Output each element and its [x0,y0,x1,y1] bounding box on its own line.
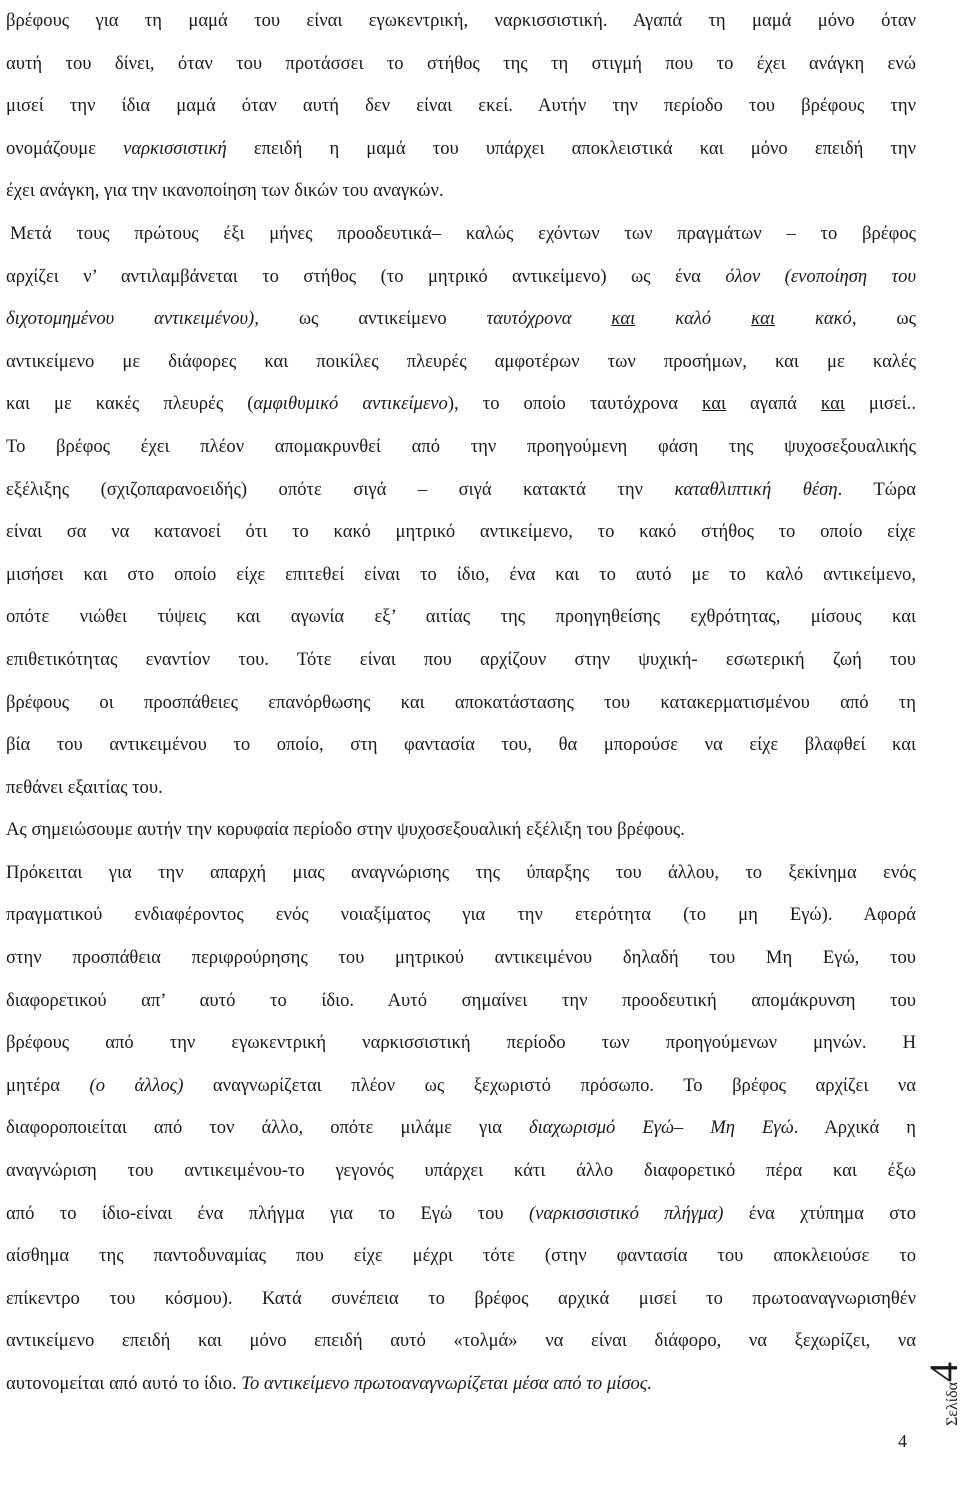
text-line: και με κακές πλευρές (αμφιθυμικό αντικείμενο), το οποίο ταυτόχρονα και αγαπά και μισεί.. [6,393,916,415]
page-label-rotated [921,1342,966,1426]
text-line: αντικείμενο επειδή και μόνο επειδή αυτό «τολμά» να είναι διάφορο, να ξεχωρίζει, να [6,1330,916,1352]
text-line: βρέφους για τη μαμά του είναι εγωκεντρική, ναρκισσιστική. Αγαπά τη μαμά μόνο όταν [6,10,916,31]
text-line: επιθετικότητας εναντίον του. Τότε είναι που αρχίζουν στην ψυχική- εσωτερική ζωή του [6,648,916,670]
text-line: αυτονομείται από αυτό το ίδιο. Το αντικείμενο πρωτοαναγνωρίζεται μέσα από το μίσος. [6,1373,652,1394]
text-line: Πρόκειται για την απαρχή μιας αναγνώρισης της ύπαρξης του άλλου, το ξεκίνημα ενός [6,861,916,883]
text-line: διαφορετικού απ’ αυτό το ίδιο. Αυτό σημαίνει την προοδευτική απομάκρυνση του [6,989,916,1011]
text-line: αρχίζει ν’ αντιλαμβάνεται το στήθος (το μητρικό αντικείμενο) ως ένα όλον (ενοποίηση του [6,265,916,287]
text-line: μητέρα (ο άλλος) αναγνωρίζεται πλέον ως ξεχωριστό πρόσωπο. Το βρέφος αρχίζει να [6,1074,916,1096]
text-line: βρέφους από την εγωκεντρική ναρκισσιστική περίοδο των προηγούμενων μηνών. Η [6,1032,916,1054]
text-line: οπότε νιώθει τύψεις και αγωνία εξ’ αιτίας της προηγηθείσης εχθρότητας, μίσους και [6,606,916,628]
text-line: ονομάζουμε ναρκισσιστική επειδή η μαμά του υπάρχει αποκλειστικά και μόνο επειδή την [6,137,916,159]
text-line: Ας σημειώσουμε αυτήν την κορυφαία περίοδο στην ψυχοσεξουαλική εξέλιξη του βρέφους. [6,819,685,841]
text-line: στην προσπάθεια περιφρούρησης του μητρικού αντικειμένου δηλαδή του Μη Εγώ, του [6,947,916,969]
text-line: έχει ανάγκη, για την ικανοποίηση των δικών του αναγκών. [6,180,444,202]
text-line: Μετά τους πρώτους έξι μήνες προοδευτικά– καλώς εχόντων των πραγμάτων – το βρέφος [10,222,916,244]
text-line: διχοτομημένου αντικειμένου), ως αντικείμενο ταυτόχρονα και καλό και κακό, ως [6,308,917,330]
text-line: αυτή του δίνει, όταν του προτάσσει το στήθος της τη στιγμή που το έχει ανάγκη ενώ [6,52,916,74]
text-line: είναι σα να κατανοεί ότι το κακό μητρικό αντικείμενο, το κακό στήθος το οποίο είχε [6,521,916,543]
text-line: Το βρέφος έχει πλέον απομακρυνθεί από την προηγούμενη φάση της ψυχοσεξουαλικής [6,435,916,457]
text-line: εξέλιξης (σχιζοπαρανοειδής) οπότε σιγά – σιγά κατακτά την καταθλιπτική θέση. Τώρα [6,478,916,500]
text-line: βία του αντικειμένου το οποίο, στη φαντασία του, θα μπορούσε να είχε βλαφθεί και [6,734,916,756]
page-label-vertical [921,1342,966,1426]
text-line: μισήσει και στο οποίο είχε επιτεθεί είναι το ίδιο, ένα και το αυτό με το καλό αντικείμενο, [6,563,916,585]
text-line: πεθάνει εξαιτίας του. [6,776,163,798]
text-line: αίσθημα της παντοδυναμίας που είχε μέχρι τότε (στην φαντασία του αποκλειούσε το [6,1245,916,1267]
text-line: διαφοροποιείται από τον άλλο, οπότε μιλάμε για διαχωρισμό Εγώ– Μη Εγώ. Αρχικά η [6,1117,916,1139]
text-line: από το ίδιο-είναι ένα πλήγμα για το Εγώ του (ναρκισσιστικό πλήγμα) ένα χτύπημα στο [6,1202,916,1224]
text-line: πραγματικού ενδιαφέροντος ενός νοιαξίματος για την ετερότητα (το μη Εγώ). Αφορά [6,904,916,926]
page-label-word: Σελίδα [944,1381,961,1426]
body-text [6,0,916,1406]
page-number: 4 [898,1431,907,1451]
page-label-number: 4 [921,1361,966,1382]
text-line: μισεί την ίδια μαμά όταν αυτή δεν είναι εκεί. Αυτήν την περίοδο του βρέφους την [6,95,916,117]
text-line: επίκεντρο του κόσμου). Κατά συνέπεια το βρέφος αρχικά μισεί το πρωτοαναγνωρισηθέν [6,1287,916,1309]
text-line: βρέφους οι προσπάθειες επανόρθωσης και αποκατάστασης του κατακερματισμένου από τη [6,691,916,713]
text-line: αναγνώριση του αντικειμένου-το γεγονός υπάρχει κάτι άλλο διαφορετικό πέρα και έξω [6,1160,916,1182]
text-line: αντικείμενο με διάφορες και ποικίλες πλευρές αμφοτέρων των προσήμων, και με καλές [6,350,916,372]
